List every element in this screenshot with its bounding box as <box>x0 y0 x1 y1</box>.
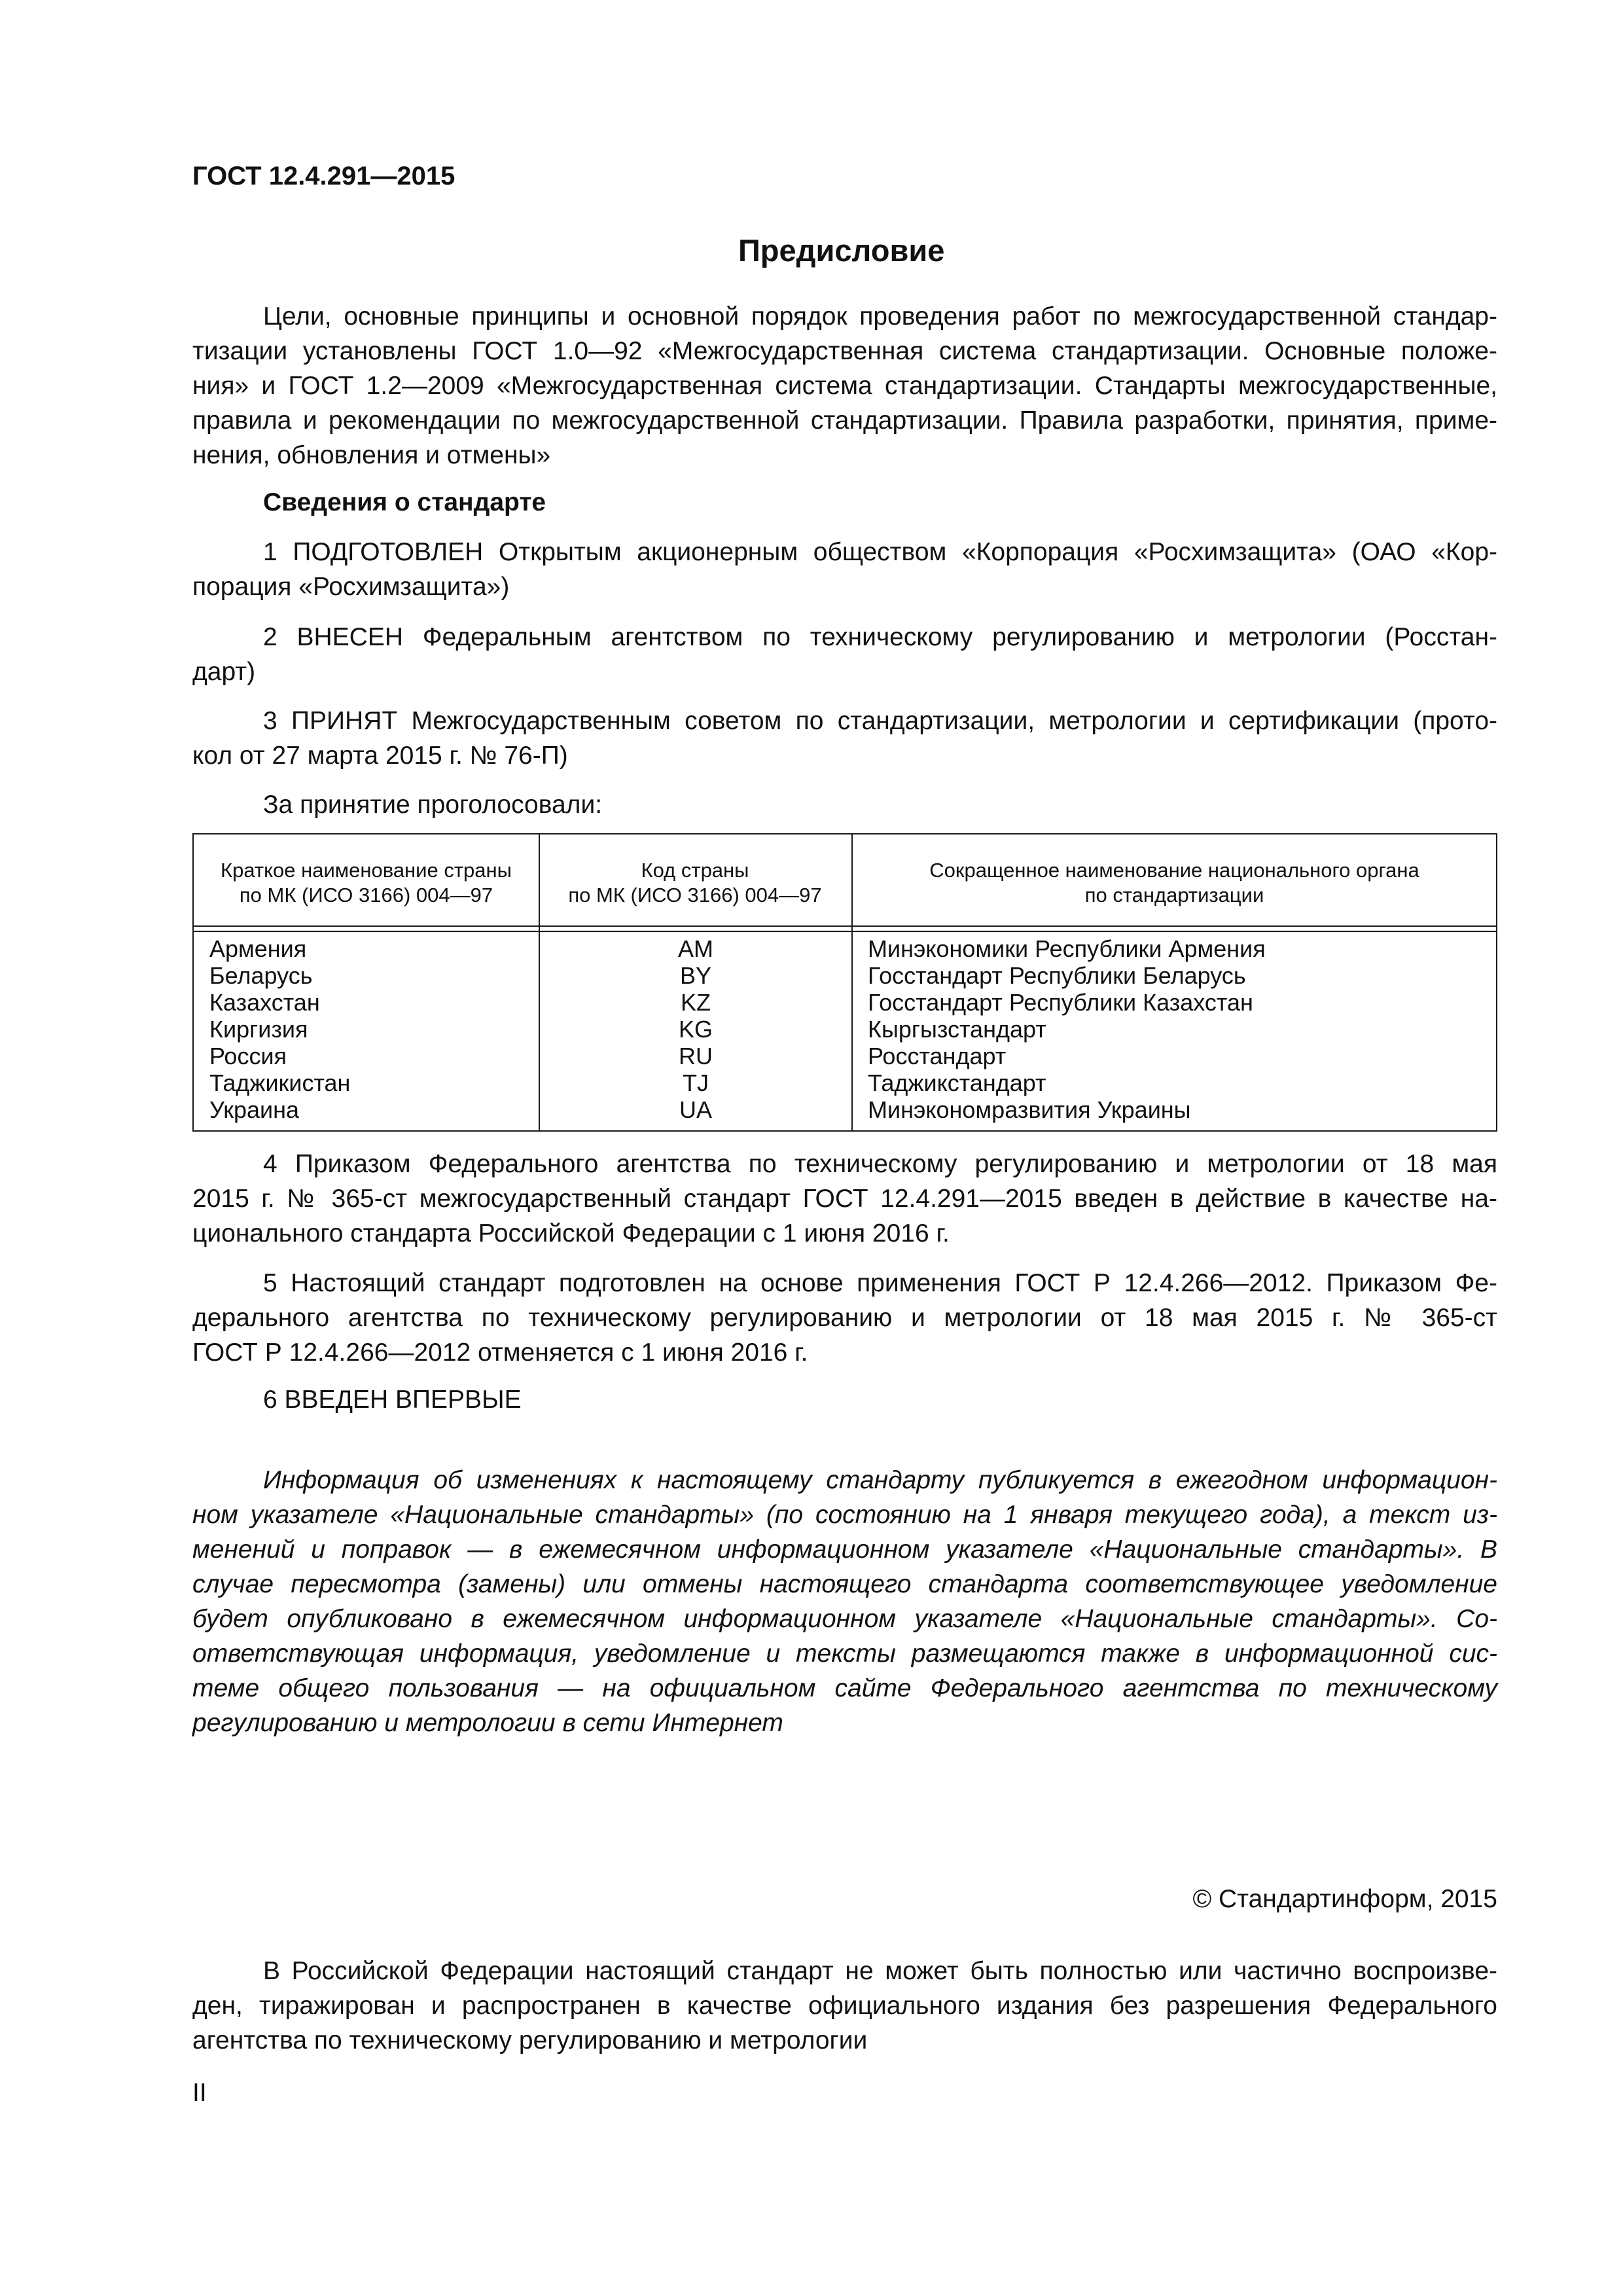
table-cell-country: Россия <box>209 1043 287 1069</box>
table-cell-country: Казахстан <box>209 989 320 1016</box>
copyright: © Стандартинформ, 2015 <box>1192 1885 1497 1913</box>
column-header-country: Краткое наименование страны по МК (ИСО 3166) 004—97 <box>221 859 512 906</box>
text-line: 2015 г. № 365-ст межгосударственный стандарт ГОСТ 12.4.291—2015 введен в действие в качестве на- <box>192 1185 1497 1213</box>
text-line: 5 Настоящий стандарт подготовлен на основе применения ГОСТ Р 12.4.266—2012. Приказом Фе- <box>263 1269 1497 1297</box>
text-line: порация «Росхимзащита») <box>192 573 510 601</box>
text-line: будет опубликовано в ежемесячном информационном указателе «Национальные стандарты». Со- <box>192 1605 1497 1633</box>
text-line: Цели, основные принципы и основной порядок проведения работ по межгосударственной стандар- <box>263 302 1497 331</box>
text-line: теме общего пользования — на официальном сайте Федерального агентства по техническому <box>192 1674 1497 1702</box>
text-line: кол от 27 марта 2015 г. № 76-П) <box>192 742 568 770</box>
text-line: 6 ВВЕДЕН ВПЕРВЫЕ <box>263 1386 522 1414</box>
text-line: ном указателе «Национальные стандарты» (по состоянию на 1 января текущего года), а текст из- <box>192 1501 1497 1529</box>
text-line: ответствующая информация, уведомление и тексты размещаются также в информационной сис- <box>192 1640 1497 1668</box>
text-line: менений и поправок — в ежемесячном информационном указателе «Национальные стандарты». В <box>192 1535 1497 1564</box>
text-line: дерального агентства по техническому регулированию и метрологии от 18 мая 2015 г. № 365-ст <box>192 1304 1497 1332</box>
table-cell-country: Украина <box>209 1096 300 1123</box>
text-line: регулированию и метрологии в сети Интернет <box>192 1709 783 1737</box>
header-rule <box>194 925 1496 927</box>
table-cell-authority: Госстандарт Республики Беларусь <box>868 962 1246 989</box>
table-cell-code: UA <box>679 1096 712 1123</box>
text-line: ционального стандарта Российской Федерации с 1 июня 2016 г. <box>192 1219 950 1247</box>
table-cell-country: Киргизия <box>209 1016 308 1043</box>
text-line: 3 ПРИНЯТ Межгосударственным советом по стандартизации, метрологии и сертификации (прото- <box>263 707 1497 735</box>
text-line: В Российской Федерации настоящий стандарт не может быть полностью или частично воспроизве- <box>263 1957 1497 1985</box>
section-heading: Сведения о стандарте <box>263 488 546 516</box>
page-number: II <box>192 2079 207 2107</box>
text-line: дарт) <box>192 658 256 686</box>
table-cell-code: TJ <box>683 1069 709 1096</box>
table-cell-country: Беларусь <box>209 962 313 989</box>
text-line: агентства по техническому регулированию и метрологии <box>192 2026 868 2054</box>
document-code: ГОСТ 12.4.291—2015 <box>192 162 455 190</box>
text-line: ден, тиражирован и распространен в качестве официального издания без разрешения Федерального <box>192 1992 1497 2020</box>
voting-table <box>192 833 1497 1132</box>
text-line: ГОСТ Р 12.4.266—2012 отменяется с 1 июня 2016 г. <box>192 1338 808 1367</box>
vote-intro: За принятие проголосовали: <box>263 791 603 819</box>
table-cell-authority: Госстандарт Республики Казахстан <box>868 989 1253 1016</box>
column-header-authority: Сокращенное наименование национального органа по стандартизации <box>929 859 1419 906</box>
table-cell-authority: Росстандарт <box>868 1043 1007 1069</box>
column-header-code: Код страны по МК (ИСО 3166) 004—97 <box>568 859 822 906</box>
table-cell-authority: Минэкономики Республики Армения <box>868 935 1266 962</box>
table-cell-authority: Кыргызстандарт <box>868 1016 1046 1043</box>
text-line: 2 ВНЕСЕН Федеральным агентством по техническому регулированию и метрологии (Росстан- <box>263 623 1497 651</box>
table-cell-code: BY <box>679 962 712 989</box>
table-cell-code: AM <box>678 935 713 962</box>
text-line: 4 Приказом Федерального агентства по техническому регулированию и метрологии от 18 мая <box>263 1150 1497 1178</box>
text-line: нения, обновления и отмены» <box>192 441 551 469</box>
text-line: тизации установлены ГОСТ 1.0—92 «Межгосударственная система стандартизации. Основные положе- <box>192 337 1497 365</box>
text-line: 1 ПОДГОТОВЛЕН Открытым акционерным обществом «Корпорация «Росхимзащита» (ОАО «Кор- <box>263 538 1497 566</box>
text-line: правила и рекомендации по межгосударственной стандартизации. Правила разработки, принятия, приме- <box>192 406 1497 435</box>
table-cell-code: KG <box>678 1016 713 1043</box>
header-rule <box>194 931 1496 932</box>
text-line: ния» и ГОСТ 1.2—2009 «Межгосударственная система стандартизации. Стандарты межгосударственные, <box>192 372 1497 400</box>
text-line: случае пересмотра (замены) или отмены настоящего стандарта соответствующее уведомление <box>192 1570 1497 1598</box>
table-cell-code: KZ <box>680 989 711 1016</box>
page-title: Предисловие <box>738 233 945 268</box>
table-cell-authority: Таджикстандарт <box>868 1069 1046 1096</box>
text-line: Информация об изменениях к настоящему стандарту публикуется в ежегодном информацион- <box>263 1466 1497 1494</box>
table-cell-code: RU <box>679 1043 713 1069</box>
table-cell-country: Армения <box>209 935 307 962</box>
table-cell-authority: Минэкономразвития Украины <box>868 1096 1191 1123</box>
table-cell-country: Таджикистан <box>209 1069 351 1096</box>
